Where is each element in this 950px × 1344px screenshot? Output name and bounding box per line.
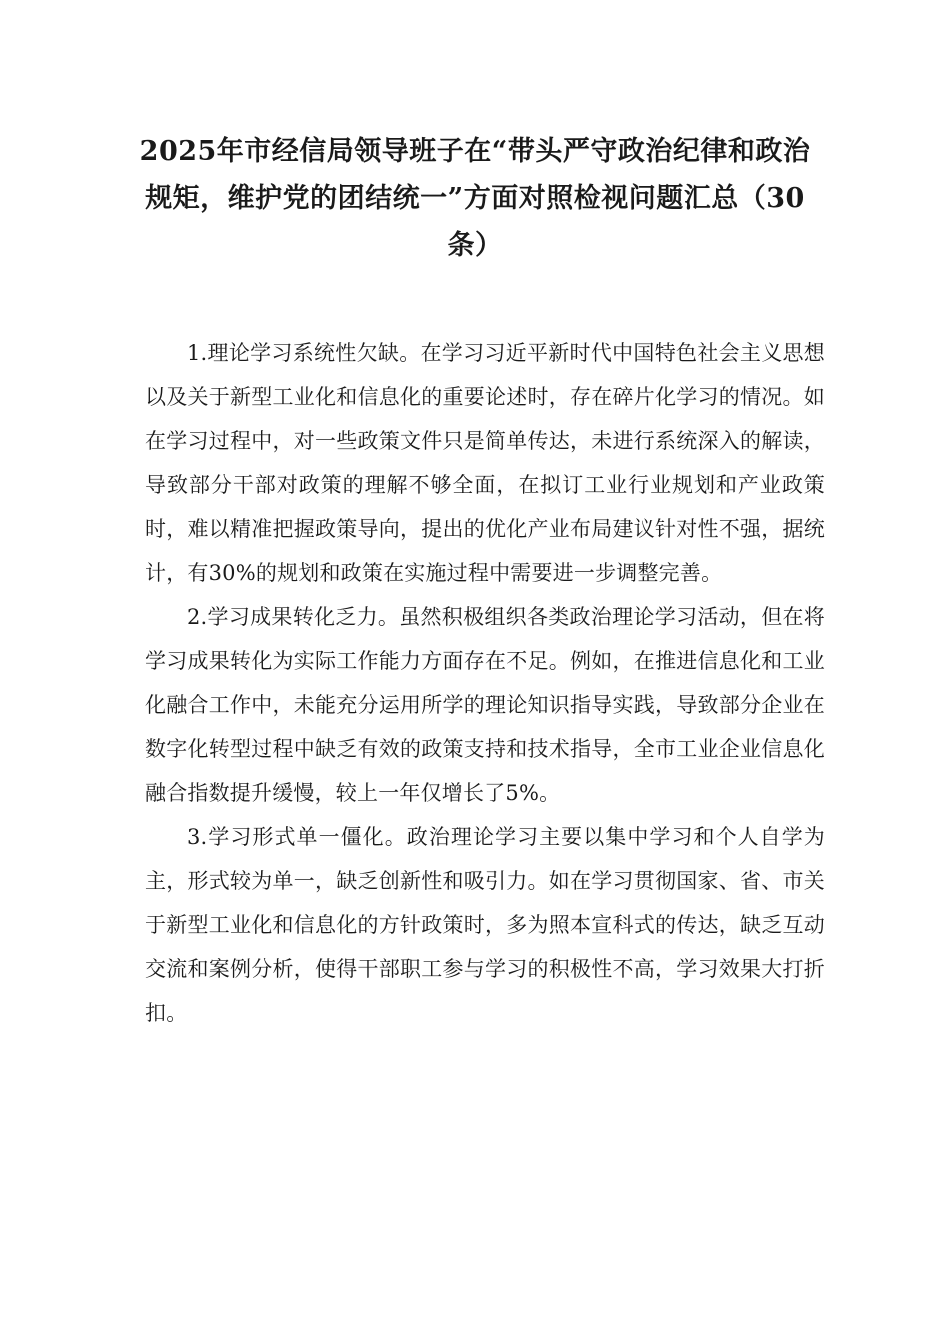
paragraph-1: 1.理论学习系统性欠缺。在学习习近平新时代中国特色社会主义思想以及关于新型工业化和信息化的重要论述时，存在碎片化学习的情况。如在学习过程中，对一些政策文件只是简单传达，未进行系统深入的解读，导致部分干部对政策的理解不够全面，在拟订工业行业规划和产业政策时，难以精准把握政策导向，提出的优化产业布局建议针对性不强，据统计，有30%的规划和政策在实施过程中需要进一步调整完善。	[145, 341, 825, 585]
paragraph-3: 3.学习形式单一僵化。政治理论学习主要以集中学习和个人自学为主，形式较为单一，缺乏创新性和吸引力。如在学习贯彻国家、省、市关于新型工业化和信息化的方针政策时，多为照本宣科式的传达，缺乏互动交流和案例分析，使得干部职工参与学习的积极性不高，学习效果大打折扣。	[145, 825, 825, 1025]
paragraph-2: 2.学习成果转化乏力。虽然积极组织各类政治理论学习活动，但在将学习成果转化为实际工作能力方面存在不足。例如，在推进信息化和工业化融合工作中，未能充分运用所学的理论知识指导实践，导致部分企业在数字化转型过程中缺乏有效的政策支持和技术指导，全市工业企业信息化融合指数提升缓慢，较上一年仅增长了5%。	[145, 605, 825, 805]
document-body	[145, 331, 825, 1035]
document-title: 2025年市经信局领导班子在“带头严守政治纪律和政治规矩，维护党的团结统一”方面对照检视问题汇总（30条）	[139, 136, 811, 261]
